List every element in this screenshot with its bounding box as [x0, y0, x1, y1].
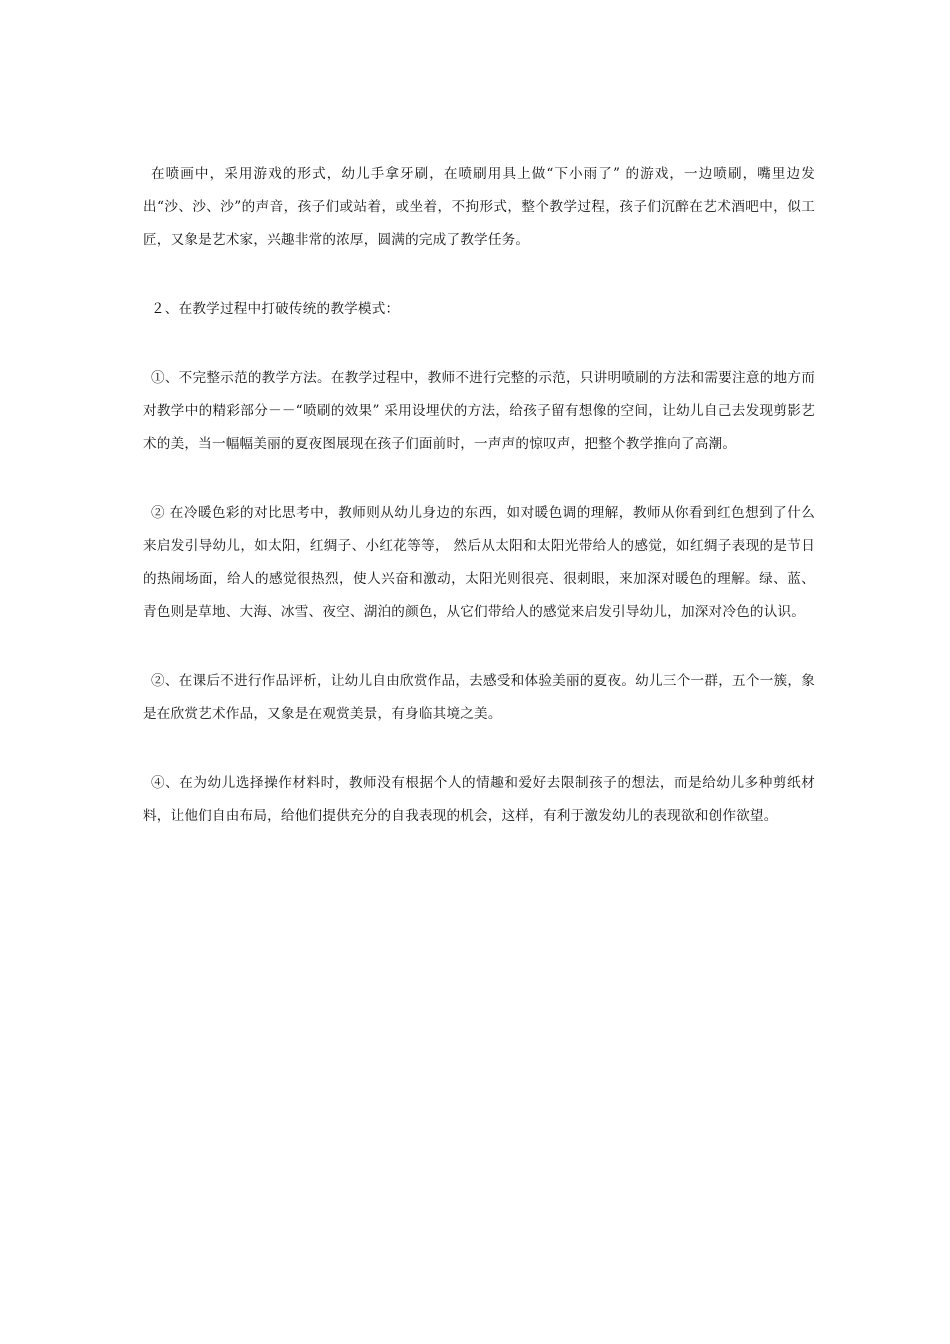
- paragraph-spacer: [143, 731, 815, 767]
- paragraph-spacer: [143, 461, 815, 497]
- paragraph-spacer: [143, 629, 815, 665]
- paragraph-spacer: [143, 257, 815, 293]
- paragraph-item-3: ②、在课后不进行作品评析，让幼儿自由欣赏作品，去感受和体验美丽的夏夜。幼儿三个一群，五个一簇，象是在欣赏艺术作品，又象是在观赏美景，有身临其境之美。: [143, 673, 815, 722]
- paragraph-spacer: [143, 326, 815, 362]
- document-body: [143, 158, 815, 833]
- paragraph-item-2: ② 在冷暖色彩的对比思考中，教师则从幼儿身边的东西，如对暖色调的理解，教师从你看到红色想到了什么来启发引导幼儿，如太阳，红绸子、小红花等等， 然后从太阳和太阳光带给人的感觉，如红绸子表现的是节日的热闹场面，给人的感觉很热烈，使人兴奋和激动，太阳光则很亮、很刺眼，来加深对暖色的理解。绿、蓝、青色则是草地、大海、冰雪、夜空、湖泊的颜色，从它们带给人的感觉来启发引导幼儿，加深对冷色的认识。: [143, 505, 815, 620]
- paragraph-item-1: ①、不完整示范的教学方法。在教学过程中，教师不进行完整的示范，只讲明喷刷的方法和需要注意的地方而对教学中的精彩部分－－“喷刷的效果” 采用设埋伏的方法，给孩子留有想像的空间，让幼儿自己去发现剪影艺术的美，当一幅幅美丽的夏夜图展现在孩子们面前时，一声声的惊叹声，把整个教学推向了高潮。: [143, 370, 815, 452]
- paragraph-item-4: ④、在为幼儿选择操作材料时，教师没有根据个人的情趣和爱好去限制孩子的想法，而是给幼儿多种剪纸材料，让他们自由布局，给他们提供充分的自我表现的机会，这样，有利于激发幼儿的表现欲和创作欲望。: [143, 775, 815, 824]
- paragraph-spray-painting: 在喷画中，采用游戏的形式，幼儿手拿牙刷，在喷刷用具上做“下小雨了” 的游戏，一边喷刷，嘴里边发出“沙、沙、沙”的声音，孩子们或站着，或坐着，不拘形式，整个教学过程，孩子们沉醉在艺术酒吧中，似工匠，又象是艺术家，兴趣非常的浓厚，圆满的完成了教学任务。: [143, 166, 815, 248]
- paragraph-heading-2: ２、在教学过程中打破传统的教学模式：: [151, 301, 400, 317]
